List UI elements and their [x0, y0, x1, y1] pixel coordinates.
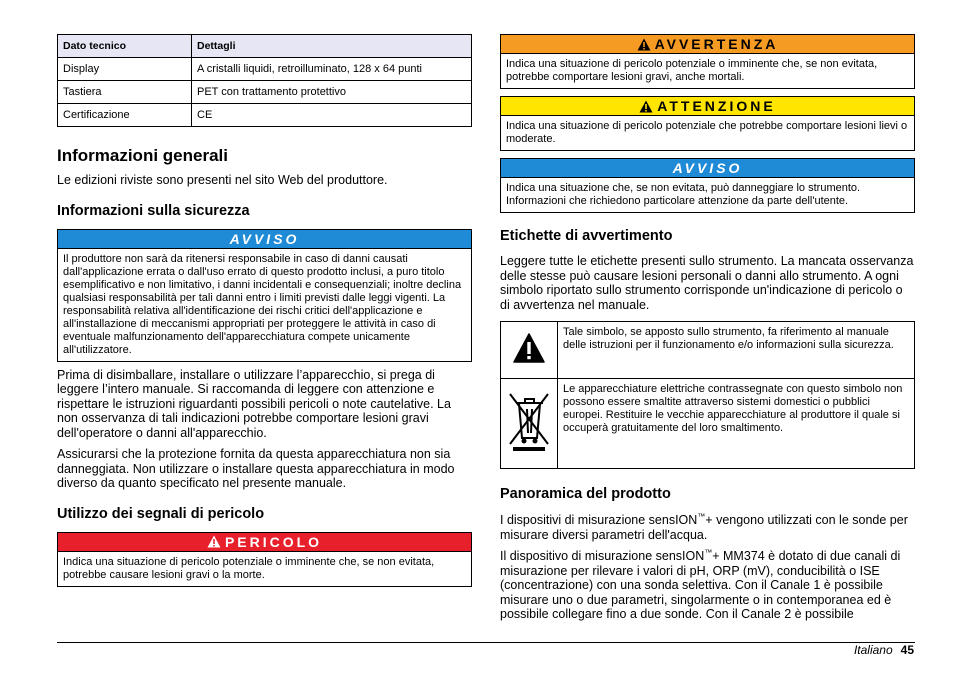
warning-triangle-icon — [207, 535, 221, 548]
notice-box — [500, 158, 915, 213]
section-title-signals: Utilizzo dei segnali di pericolo — [57, 505, 265, 522]
left-column — [57, 34, 472, 587]
warning-triangle-icon — [639, 100, 653, 113]
footer-divider — [57, 642, 915, 643]
table-cell: Display — [58, 58, 192, 81]
symbol-description: Le apparecchiature elettriche contrassegnate con questo simbolo non possono essere smaltite attraverso sistemi domestici o pubblici europei. Restituire le vecchie apparecchiature al produttore il quale si occuperà gratuitamente del loro smaltimento. — [558, 379, 915, 469]
symbol-description: Tale simbolo, se apposto sullo strumento, fa riferimento al manuale delle istruzioni per il funzionamento e/o informazioni sulla sicurezza. — [558, 322, 915, 379]
labels-paragraph: Leggere tutte le etichette presenti sullo strumento. La mancata osservanza delle stesse può causare lesioni personali o danni allo strumento. A ogni simbolo riportato sullo strumento corrisponde un'indicazione di pericolo o di avvertenza nel manuale. — [500, 254, 914, 312]
table-header-row — [58, 35, 472, 58]
overview-paragraph-2 — [500, 549, 915, 622]
caution-header — [501, 97, 914, 116]
spec-table — [57, 34, 472, 127]
section-title-overview: Panoramica del prodotto — [500, 486, 671, 502]
table-header-cell: Dato tecnico — [58, 35, 192, 58]
caution-label: ATTENZIONE — [657, 98, 776, 114]
table-cell: CE — [192, 104, 472, 127]
notice-label: AVVISO — [501, 159, 914, 178]
trademark-mark: ™ — [704, 547, 713, 557]
danger-header — [58, 533, 471, 552]
overview-text: + vengono utilizzati con le sonde per misurare diversi parametri dell'acqua. — [500, 513, 908, 542]
danger-label: PERICOLO — [224, 533, 323, 550]
general-intro: Le edizioni riviste sono presenti nel sito Web del produttore. — [57, 173, 388, 187]
footer-language: Italiano — [853, 643, 893, 657]
overview-text: Il dispositivo di misurazione sensION — [500, 549, 705, 563]
crossed-bin-icon — [507, 439, 551, 456]
table-row — [58, 81, 472, 104]
safety-paragraph-1: Prima di disimballare, installare o utilizzare l’apparecchio, si prega di leggere l’intero manuale. Si raccomanda di leggere con attenzione e rispettare le istruzioni riguardanti possibili pericoli o note cautelative. La non osservanza di tali indicazioni potrebbe comportare lesioni gravi dell'operatore o danni all'apparecchio. — [57, 367, 451, 440]
section-title-labels: Etichette di avvertimento — [500, 228, 673, 244]
danger-text: Indica una situazione di pericolo potenziale o imminente che, se non evitata, potrebbe causare lesioni gravi o la morte. — [63, 555, 435, 581]
warning-header — [501, 35, 914, 54]
table-cell: A cristalli liquidi, retroilluminato, 128 x 64 punti — [192, 58, 472, 81]
warning-triangle-icon — [513, 350, 545, 367]
table-row — [58, 104, 472, 127]
notice-label: AVVISO — [58, 230, 471, 249]
page-footer — [854, 643, 914, 657]
table-cell: PET con trattamento protettivo — [192, 81, 472, 104]
table-cell: Certificazione — [58, 104, 192, 127]
right-column — [500, 34, 915, 622]
safety-paragraph-2: Assicurarsi che la protezione fornita da questa apparecchiatura non sia danneggiata. Non utilizzare o installare questa apparecchiatura in modo diverso da quanto specificato nel presente manuale. — [57, 447, 455, 490]
page-number: 45 — [900, 643, 914, 657]
table-cell: Tastiera — [58, 81, 192, 104]
symbols-table — [500, 321, 915, 469]
table-row — [501, 322, 915, 379]
overview-paragraph-1 — [500, 513, 915, 542]
warning-triangle-icon — [637, 38, 651, 51]
warning-text: Indica una situazione di pericolo potenziale o imminente che, se non evitata, potrebbe comportare lesioni gravi, anche mortali. — [506, 58, 878, 83]
caution-box — [500, 96, 915, 151]
overview-text: I dispositivi di misurazione sensION — [500, 513, 698, 527]
table-row — [501, 379, 915, 469]
danger-box — [57, 532, 472, 587]
overview-text: + MM374 è dotato di due canali di misurazione per rilevare i valori di pH, ORP (mV), conducibilità o ISE (concentrazione) con una sonda selettiva. Con il Canale 1 è possibile misurare uno o due parametri, singolarmente o in contemporanea ed è possibile collegare fino a due sonde. Con il Canale 2 è possibile — [500, 549, 901, 621]
table-row — [58, 58, 472, 81]
caution-text: Indica una situazione di pericolo potenziale che potrebbe comportare lesioni lievi o moderate. — [506, 120, 908, 145]
table-header-cell: Dettagli — [192, 35, 472, 58]
trademark-mark: ™ — [697, 511, 706, 521]
notice-text: Il produttore non sarà da ritenersi responsabile in caso di danni causati dall'applicazione errata o dall'uso errato di questo prodotto inclusi, a puro titolo esemplificativo e non limitativo, i danni incidentali e consequenziali; inoltre declina qualsiasi responsabilità per tali danni entro i limiti previsti dalle leggi vigenti. La responsabilità relativa all'identificazione dei rischi critici dell'applicazione e all'installazione di meccanismi appropriati per proteggere le attività in caso di eventuale malfunzionamento dell'apparecchiatura compete unicamente all'utilizzatore. — [63, 252, 462, 356]
warning-label: AVVERTENZA — [654, 36, 779, 52]
notice-text: Indica una situazione che, se non evitata, può danneggiare lo strumento. Informazioni che richiedono particolare attenzione da parte dell'utente. — [506, 182, 861, 207]
notice-box — [57, 229, 472, 362]
warning-box — [500, 34, 915, 89]
section-title-general: Informazioni generali — [57, 146, 228, 165]
section-title-safety: Informazioni sulla sicurezza — [57, 202, 250, 219]
